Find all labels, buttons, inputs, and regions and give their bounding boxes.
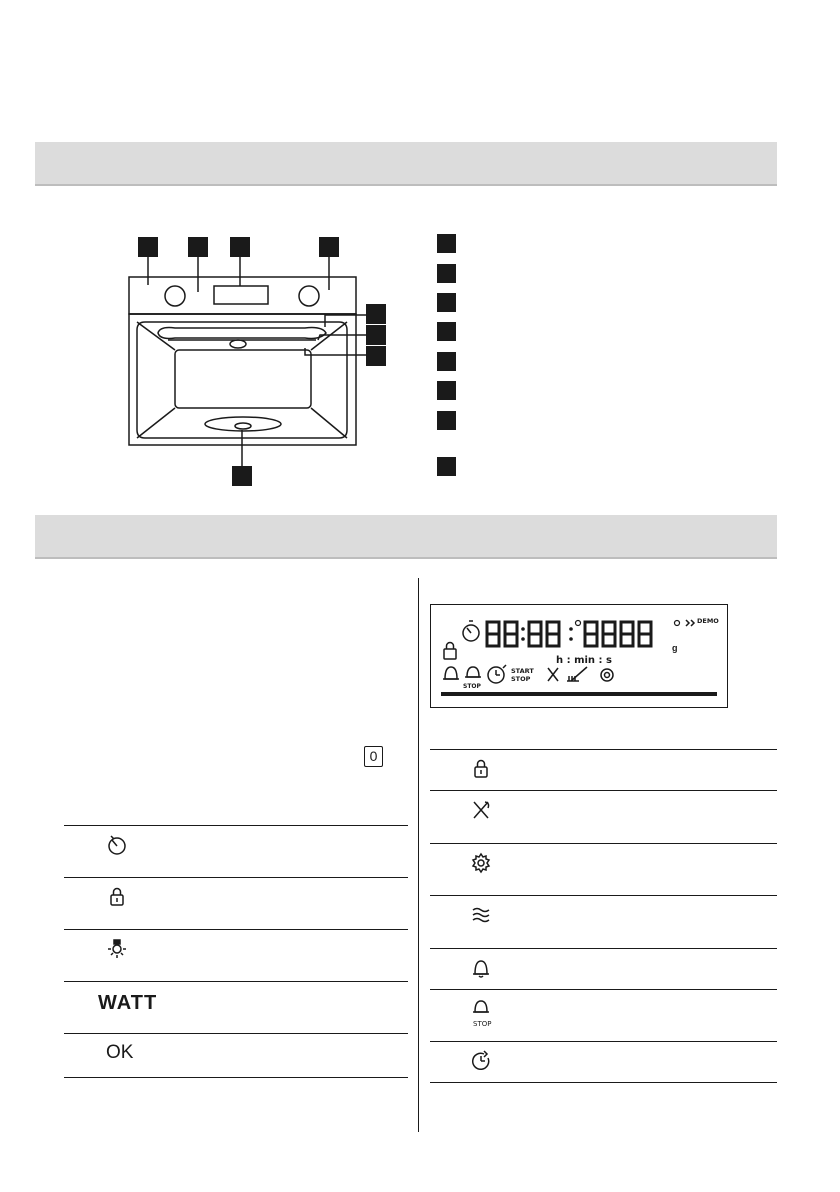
table-row: [430, 1041, 777, 1083]
steam-waves-icon: [470, 904, 492, 926]
table-row: [430, 790, 777, 844]
lock-icon: [470, 758, 492, 780]
gear-icon: [470, 852, 492, 874]
table-row: [64, 929, 408, 982]
table-row: [64, 825, 408, 878]
table-row: [430, 948, 777, 990]
legend-marker: [437, 293, 456, 312]
table-row: [430, 989, 777, 1042]
fork-knife-icon: [470, 799, 492, 821]
ok-label: OK: [106, 1042, 134, 1063]
table-row: [64, 981, 408, 1034]
start-stop-label: START STOP: [511, 667, 534, 683]
table-row: [430, 843, 777, 896]
bell-icon: [470, 957, 492, 979]
bell-stop-label: STOP: [463, 683, 481, 690]
legend-marker: [437, 322, 456, 341]
time-unit-label: h : min : s: [556, 655, 612, 666]
table-row: [64, 1033, 408, 1078]
legend-marker: [437, 352, 456, 371]
legend-marker: [437, 234, 456, 253]
bell-stop-icon: [470, 998, 492, 1020]
progress-bar: [441, 692, 717, 696]
clock-arrow-icon: [470, 1050, 492, 1072]
table-row: [64, 877, 408, 930]
left-symbol-table: [64, 825, 408, 1077]
demo-label: DEMO: [697, 617, 719, 625]
section-header-band-control-panel: [35, 515, 777, 559]
legend-marker: [437, 457, 456, 476]
table-row: [430, 895, 777, 949]
right-symbol-table: [430, 749, 777, 1081]
stop-label: STOP: [473, 1020, 492, 1028]
table-row: [430, 749, 777, 791]
gram-label: g: [672, 643, 678, 653]
timer-icon: [106, 834, 128, 856]
lock-icon: [106, 886, 128, 908]
oven-diagram: [0, 0, 840, 500]
legend-marker: [437, 411, 456, 430]
watt-label: WATT: [98, 992, 158, 1014]
zero-key-symbol: 0: [364, 746, 383, 767]
legend-marker: [437, 381, 456, 400]
column-divider: [418, 578, 419, 1132]
lamp-icon: [106, 938, 128, 960]
display-illustration: [430, 604, 728, 708]
legend-marker: [437, 264, 456, 283]
